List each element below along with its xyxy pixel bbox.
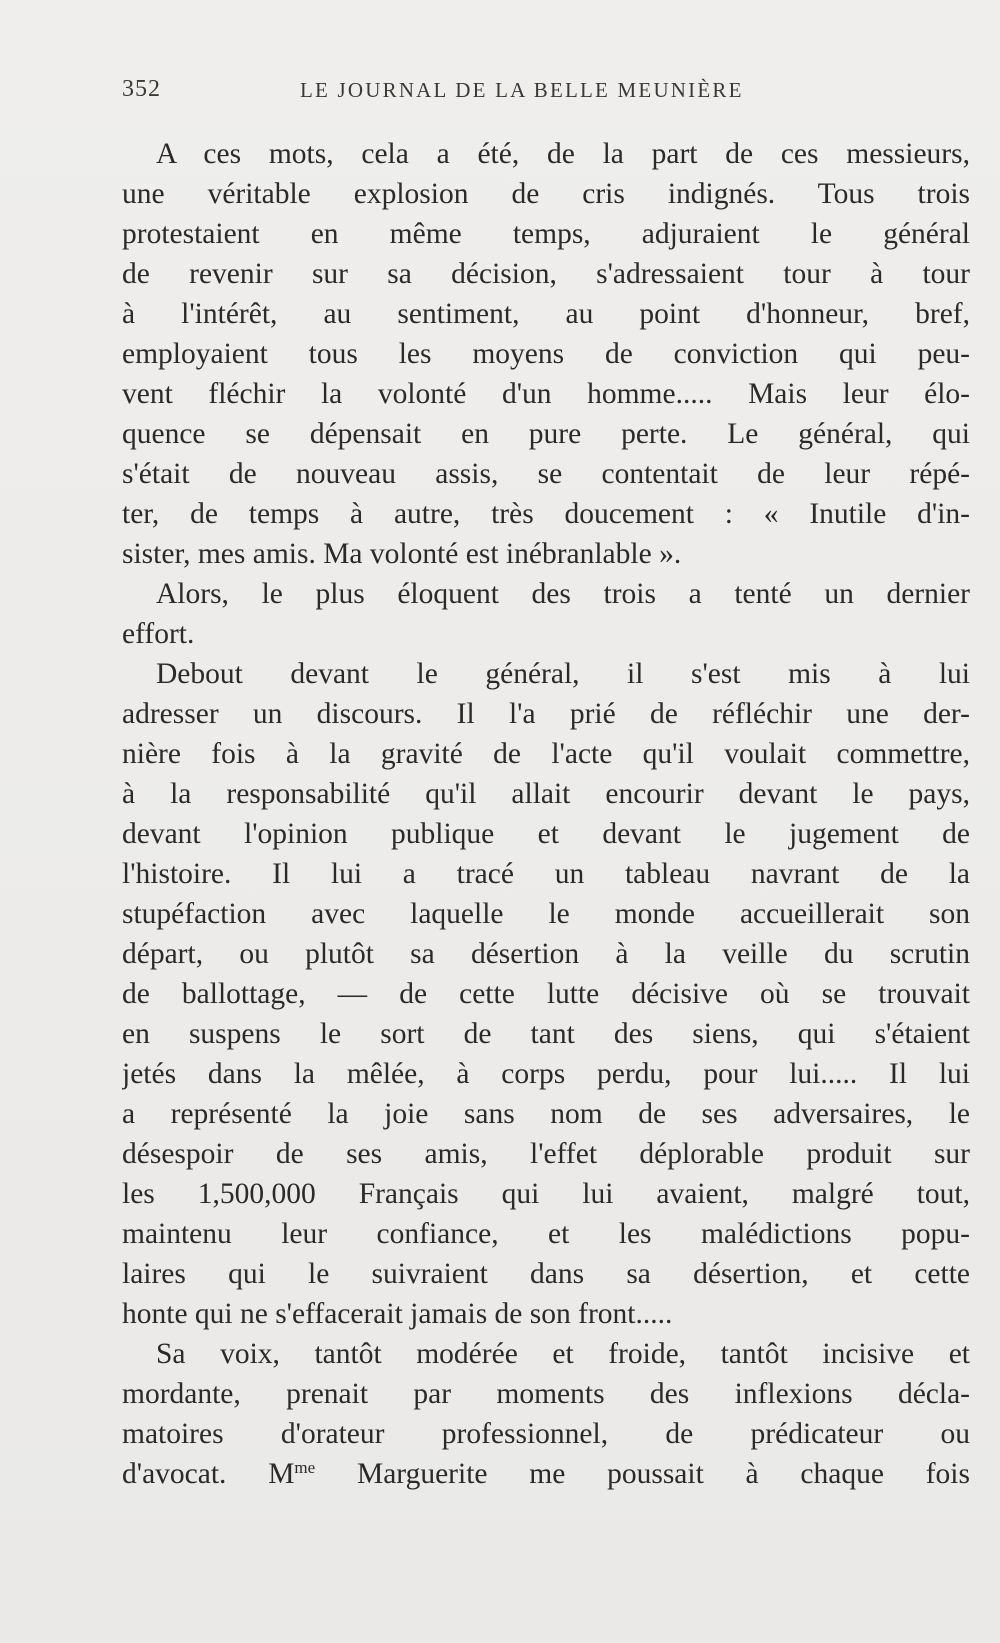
text-line: Sa voix, tantôt modérée et froide, tantôt incisive et	[156, 1338, 970, 1370]
text-line: sister, mes amis. Ma volonté est inébranlable ».	[122, 538, 682, 570]
text-line: l'histoire. Il lui a tracé un tableau navrant de la	[122, 858, 970, 890]
text-line: nière fois à la gravité de l'acte qu'il voulait commettre,	[122, 738, 970, 770]
page-number: 352	[122, 76, 161, 102]
text-line: Alors, le plus éloquent des trois a tenté un dernier	[156, 578, 970, 610]
text-line: honte qui ne s'effacerait jamais de son front.....	[122, 1298, 673, 1330]
text-line: a représenté la joie sans nom de ses adversaires, le	[122, 1098, 970, 1130]
superscript: me	[294, 1458, 316, 1477]
text-line: de revenir sur sa décision, s'adressaient tour à tour	[122, 258, 970, 290]
text-line: matoires d'orateur professionnel, de prédicateur ou	[122, 1418, 970, 1450]
text-line: maintenu leur confiance, et les malédictions popu-	[122, 1218, 970, 1250]
body-text	[122, 134, 970, 1494]
text-line: s'était de nouveau assis, se contentait de leur répé-	[122, 458, 970, 490]
text-line-final	[122, 1454, 970, 1494]
text-line: départ, ou plutôt sa désertion à la veille du scrutin	[122, 938, 970, 970]
text-line: en suspens le sort de tant des siens, qui s'étaient	[122, 1018, 970, 1050]
text-fragment: d'avocat. M	[122, 1458, 295, 1490]
text-line: quence se dépensait en pure perte. Le général, qui	[122, 418, 970, 450]
text-line: désespoir de ses amis, l'effet déplorable produit sur	[122, 1138, 970, 1170]
text-line: une véritable explosion de cris indignés. Tous trois	[122, 178, 970, 210]
text-line: à la responsabilité qu'il allait encourir devant le pays,	[122, 778, 970, 810]
text-line: stupéfaction avec laquelle le monde accueillerait son	[122, 898, 970, 930]
text-line: A ces mots, cela a été, de la part de ces messieurs,	[156, 138, 970, 170]
text-line: à l'intérêt, au sentiment, au point d'honneur, bref,	[122, 298, 970, 330]
text-line: effort.	[122, 618, 195, 650]
running-head	[122, 76, 970, 106]
text-line: jetés dans la mêlée, à corps perdu, pour lui..... Il lui	[122, 1058, 970, 1090]
text-line: laires qui le suivraient dans sa désertion, et cette	[122, 1258, 970, 1290]
text-line: employaient tous les moyens de conviction qui peu-	[122, 338, 970, 370]
text-line: vent fléchir la volonté d'un homme..... Mais leur élo-	[122, 378, 970, 410]
text-line: protestaient en même temps, adjuraient le général	[122, 218, 970, 250]
text-line: ter, de temps à autre, très doucement : « Inutile d'in-	[122, 498, 970, 530]
text-line: mordante, prenait par moments des inflexions décla-	[122, 1378, 970, 1410]
text-line: les 1,500,000 Français qui lui avaient, malgré tout,	[122, 1178, 970, 1210]
text-line: de ballottage, — de cette lutte décisive où se trouvait	[122, 978, 970, 1010]
text-fragment: Marguerite me poussait à chaque fois	[315, 1458, 970, 1490]
text-line: devant l'opinion publique et devant le jugement de	[122, 818, 970, 850]
running-title: LE JOURNAL DE LA BELLE MEUNIÈRE	[300, 78, 744, 102]
text-line: Debout devant le général, il s'est mis à lui	[156, 658, 970, 690]
text-line: adresser un discours. Il l'a prié de réfléchir une der-	[122, 698, 970, 730]
